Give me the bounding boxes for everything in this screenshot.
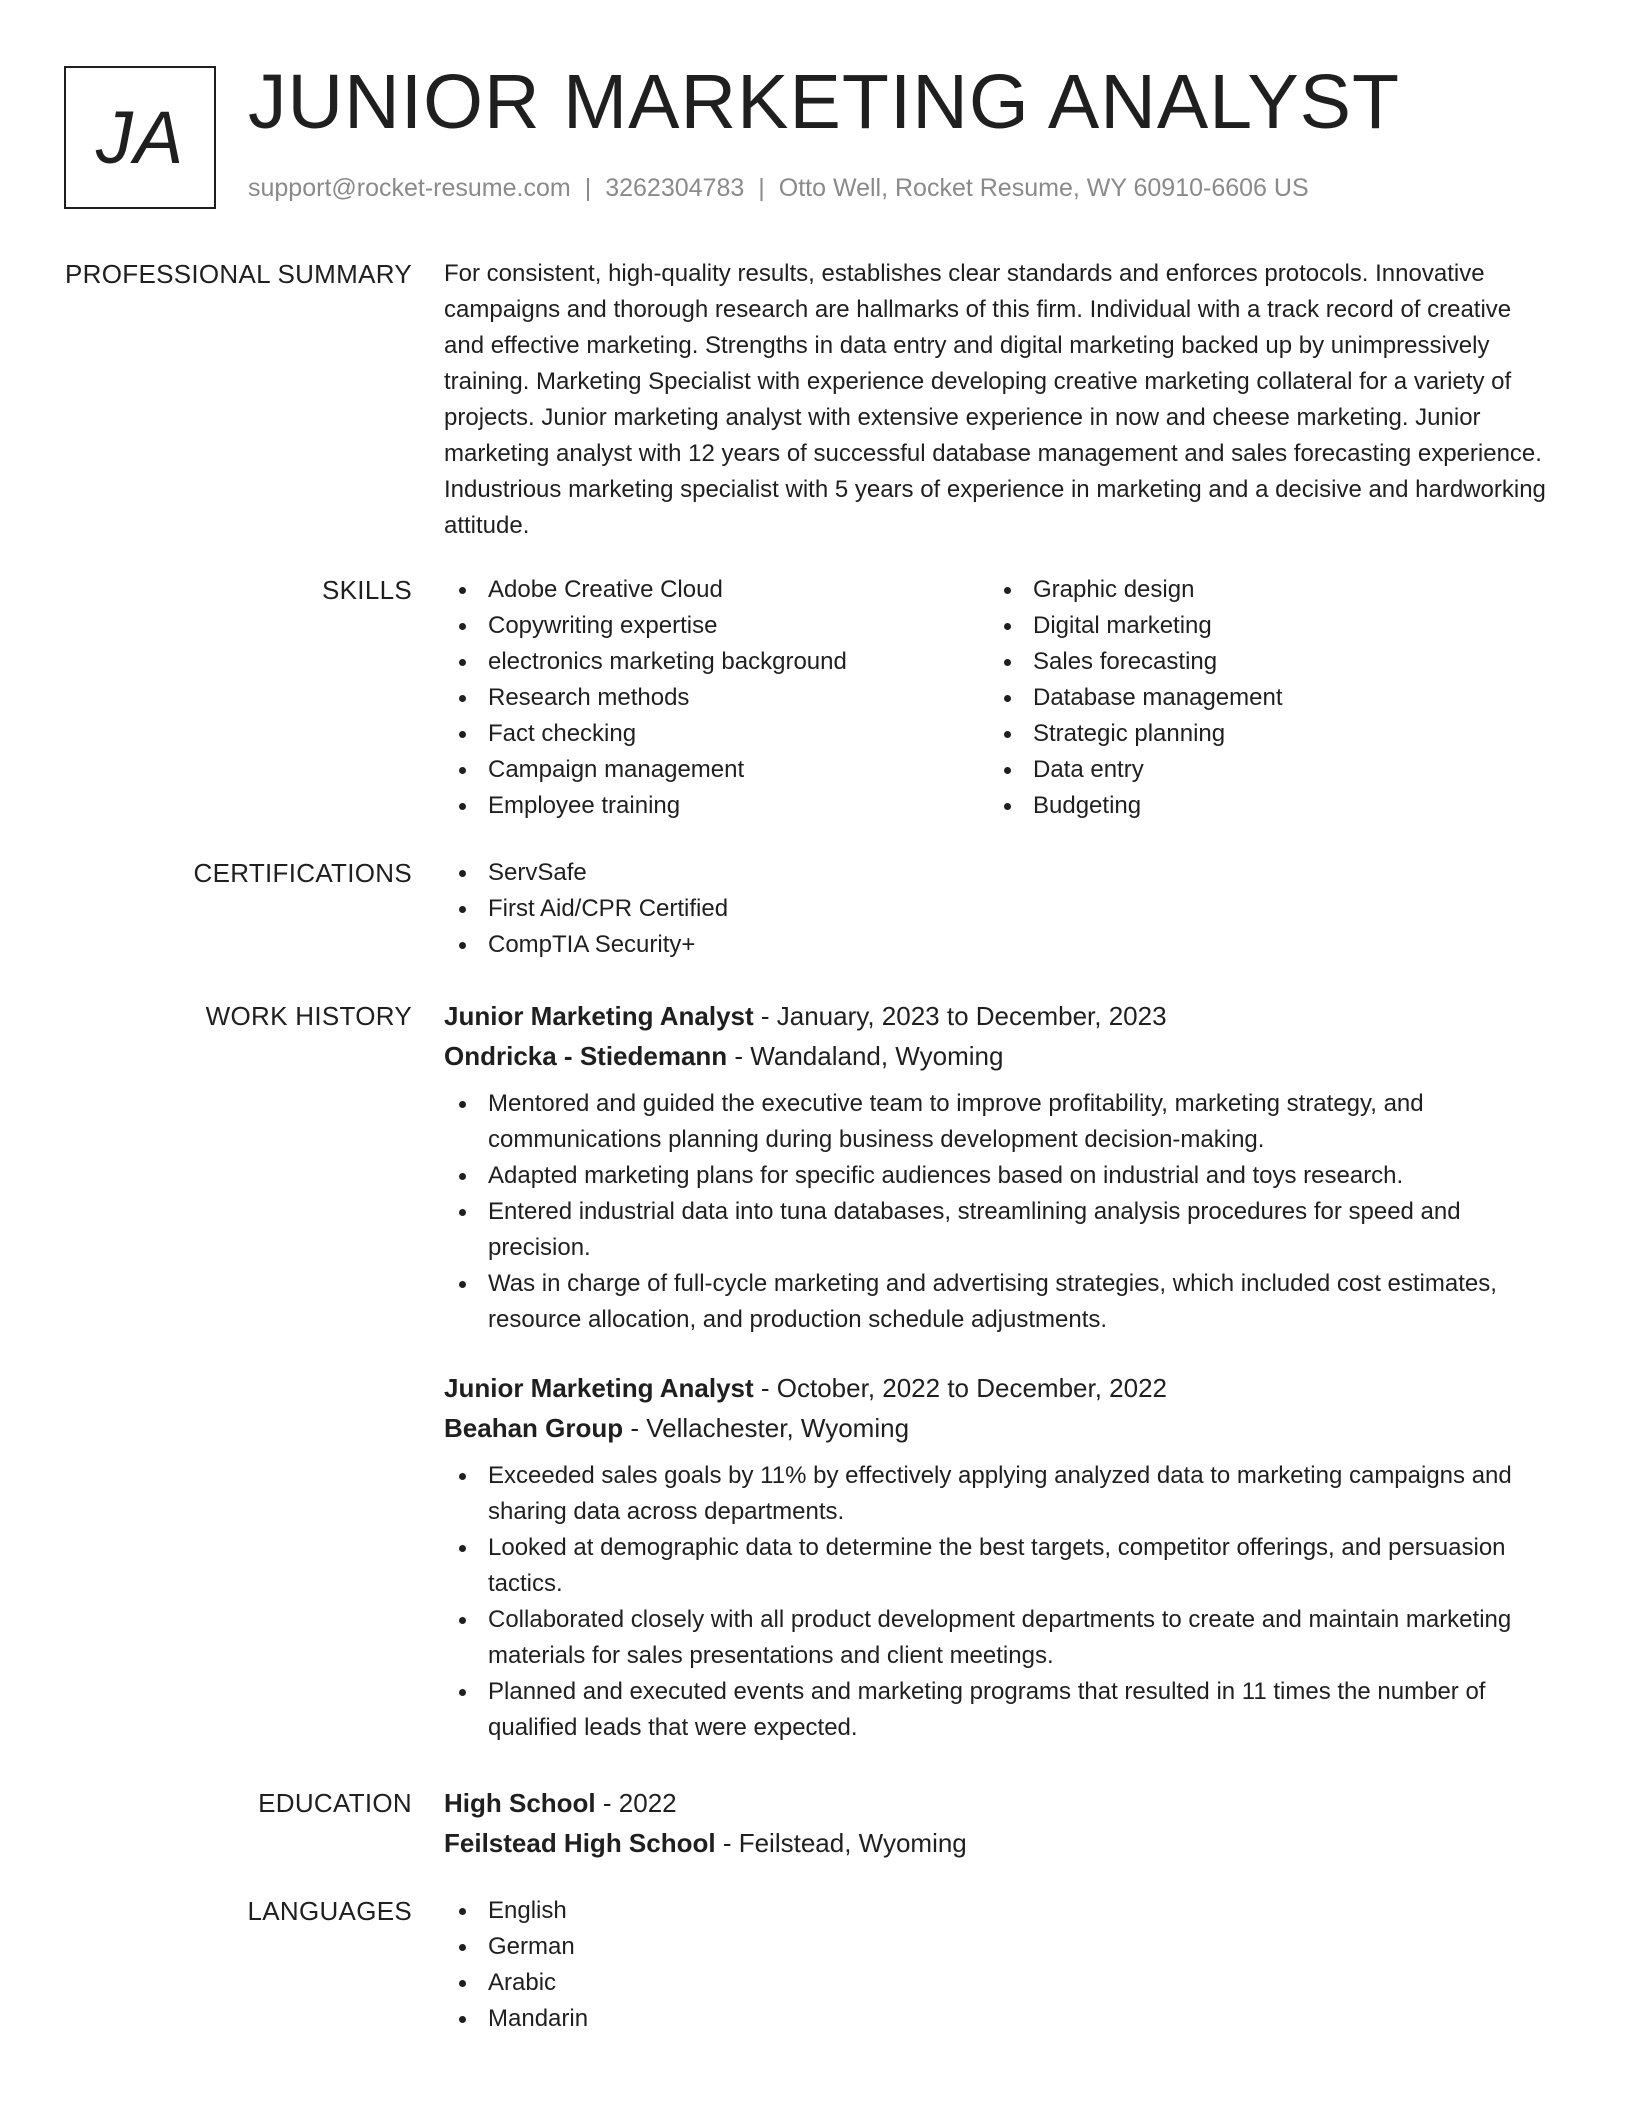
job-title: Junior Marketing Analyst — [444, 1373, 754, 1403]
skill-item: Graphic design — [989, 572, 1534, 608]
contact-line — [248, 174, 1309, 203]
section-label-work-history: WORK HISTORY — [205, 1001, 412, 1031]
skill-item: Budgeting — [989, 788, 1534, 824]
job-title-line — [444, 1368, 1554, 1408]
education-school-line — [444, 1823, 1554, 1863]
job-bullet: Exceeded sales goals by 11% by effectively applying analyzed data to marketing campaigns and sharing data across departments. — [444, 1458, 1554, 1530]
skill-item: Copywriting expertise — [444, 608, 989, 644]
education-degree: High School — [444, 1788, 596, 1818]
education-year: - 2022 — [595, 1788, 677, 1818]
education-location: - Feilstead, Wyoming — [715, 1828, 967, 1858]
job-title: Junior Marketing Analyst — [444, 1001, 754, 1031]
skill-item: Data entry — [989, 752, 1534, 788]
initials-monogram: JA — [64, 66, 216, 209]
job-bullets — [444, 1458, 1554, 1746]
skills-list-left — [444, 572, 989, 824]
certification-item: CompTIA Security+ — [444, 927, 1554, 963]
language-item: German — [444, 1929, 1554, 1965]
skill-item: Employee training — [444, 788, 989, 824]
certification-item: First Aid/CPR Certified — [444, 891, 1554, 927]
section-label-certifications: CERTIFICATIONS — [193, 858, 412, 888]
job-location: - Vellachester, Wyoming — [623, 1413, 910, 1443]
skill-item: Campaign management — [444, 752, 989, 788]
job-bullet: Adapted marketing plans for specific audiences based on industrial and toys research. — [444, 1158, 1554, 1194]
skills-list-right — [989, 572, 1534, 824]
language-item: Mandarin — [444, 2001, 1554, 2037]
summary-text: For consistent, high-quality results, establishes clear standards and enforces protocols. Innovative campaigns and thorough research are hallmarks of this firm. Individual with a track record of creative and effective marketing. Strengths in data entry and digital marketing backed up by unimpressively training. Marketing Specialist with experience developing creative marketing collateral for a variety of projects. Junior marketing analyst with extensive experience in now and cheese marketing. Junior marketing analyst with 12 years of successful database management and sales forecasting experience. Industrious marketing specialist with 5 years of experience in marketing and a decisive and hardworking attitude. — [444, 260, 1546, 539]
job-dates: - January, 2023 to December, 2023 — [753, 1001, 1167, 1031]
languages-list — [444, 1893, 1554, 2037]
job-bullets — [444, 1086, 1554, 1338]
job-company: Beahan Group — [444, 1413, 624, 1443]
contact-email: support@rocket-resume.com — [248, 174, 571, 202]
job-bullet: Planned and executed events and marketing programs that resulted in 11 times the number of qualified leads that were expected. — [444, 1674, 1554, 1746]
education-degree-line — [444, 1783, 1554, 1823]
skill-item: Database management — [989, 680, 1534, 716]
job-title-line — [444, 996, 1554, 1036]
job-dates: - October, 2022 to December, 2022 — [753, 1373, 1168, 1403]
section-label-skills: SKILLS — [322, 575, 412, 605]
skill-item: electronics marketing background — [444, 644, 989, 680]
job-company: Ondricka - Stiedemann — [444, 1041, 728, 1071]
skill-item: Digital marketing — [989, 608, 1534, 644]
job-bullet: Mentored and guided the executive team to improve profitability, marketing strategy, and communications planning during business development decision-making. — [444, 1086, 1554, 1158]
skill-item: Adobe Creative Cloud — [444, 572, 989, 608]
skills-grid — [444, 572, 1554, 824]
skill-item: Research methods — [444, 680, 989, 716]
job-location: - Wandaland, Wyoming — [727, 1041, 1004, 1071]
language-item: English — [444, 1893, 1554, 1929]
job-company-line — [444, 1408, 1554, 1448]
section-label-education: EDUCATION — [258, 1788, 412, 1818]
job-company-line — [444, 1036, 1554, 1076]
job-bullet: Collaborated closely with all product development departments to create and maintain marketing materials for sales presentations and client meetings. — [444, 1602, 1554, 1674]
job-bullet: Entered industrial data into tuna databases, streamlining analysis procedures for speed and precision. — [444, 1194, 1554, 1266]
section-label-summary: PROFESSIONAL SUMMARY — [65, 259, 412, 289]
contact-separator: | — [584, 174, 592, 202]
resume-title: JUNIOR MARKETING ANALYST — [248, 59, 1401, 145]
job-entry — [444, 1368, 1554, 1746]
job-bullet: Looked at demographic data to determine the best targets, competitor offerings, and persuasion tactics. — [444, 1530, 1554, 1602]
contact-address: Otto Well, Rocket Resume, WY 60910-6606 US — [778, 174, 1309, 202]
job-bullet: Was in charge of full-cycle marketing and advertising strategies, which included cost estimates, resource allocation, and production schedule adjustments. — [444, 1266, 1554, 1338]
skill-item: Fact checking — [444, 716, 989, 752]
skill-item: Strategic planning — [989, 716, 1534, 752]
skill-item: Sales forecasting — [989, 644, 1534, 680]
contact-separator: | — [758, 174, 765, 202]
section-label-languages: LANGUAGES — [247, 1896, 412, 1926]
certification-item: ServSafe — [444, 855, 1554, 891]
certifications-list — [444, 855, 1554, 963]
education-school: Feilstead High School — [444, 1828, 716, 1858]
language-item: Arabic — [444, 1965, 1554, 2001]
contact-phone: 3262304783 — [605, 174, 745, 202]
job-entry — [444, 996, 1554, 1338]
